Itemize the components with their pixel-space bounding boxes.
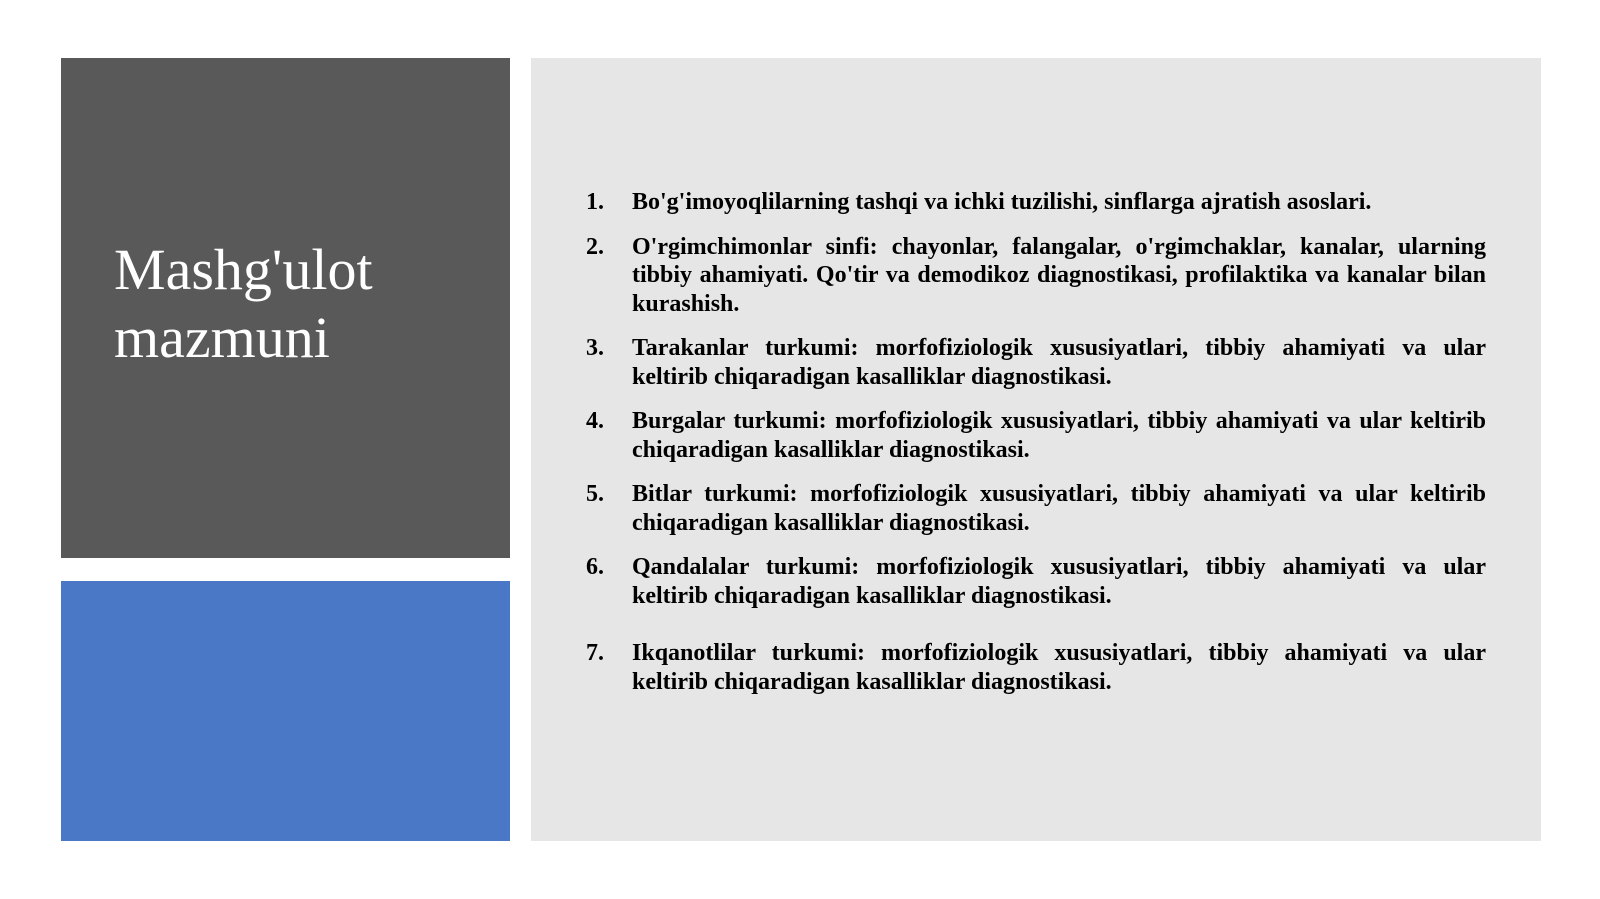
content-panel [531, 58, 1541, 841]
topic-text: Tarakanlar turkumi: morfofiziologik xususiyatlari, tibbiy ahamiyati va ular keltirib chiqaradigan kasalliklar diagnostikasi. [632, 335, 1486, 390]
topic-text: Bitlar turkumi: morfofiziologik xususiyatlari, tibbiy ahamiyati va ular keltirib chiqaradigan kasalliklar diagnostikasi. [632, 481, 1486, 536]
accent-panel [61, 581, 510, 841]
topic-number: 4. [586, 408, 604, 434]
slide-title [114, 236, 494, 372]
topic-number: 6. [586, 554, 604, 580]
topic-number: 3. [586, 335, 604, 361]
topic-item-6 [586, 553, 1486, 610]
topic-text: Burgalar turkumi: morfofiziologik xususiyatlari, tibbiy ahamiyati va ular keltirib chiqaradigan kasalliklar diagnostikasi. [632, 408, 1486, 463]
topic-text: Qandalalar turkumi: morfofiziologik xususiyatlari, tibbiy ahamiyati va ular keltirib chiqaradigan kasalliklar diagnostikasi. [632, 554, 1486, 609]
slide-title-line-2: mazmuni [114, 305, 330, 370]
topic-number: 5. [586, 481, 604, 507]
topic-item-7 [586, 639, 1486, 696]
topic-number: 7. [586, 640, 604, 666]
topic-item-3 [586, 334, 1486, 391]
topic-item-2 [586, 233, 1486, 319]
topic-text: Ikqanotlilar turkumi: morfofiziologik xususiyatlari, tibbiy ahamiyati va ular keltirib chiqaradigan kasalliklar diagnostikasi. [632, 640, 1486, 695]
topic-item-1 [586, 188, 1486, 217]
slide-title-line-1: Mashg'ulot [114, 237, 373, 302]
title-panel [61, 58, 510, 558]
topic-number: 2. [586, 233, 604, 260]
topic-number: 1. [586, 189, 604, 215]
topic-list [586, 188, 1486, 712]
topic-item-4 [586, 407, 1486, 464]
topic-text: O'rgimchimonlar sinfi: chayonlar, falangalar, o'rgimchaklar, kanalar, ularning tibbiy ahamiyati. Qo'tir va demodikoz diagnostikasi, profilaktika va kanalar bilan kurashish. [632, 233, 1486, 317]
topic-item-5 [586, 480, 1486, 537]
topic-text: Bo'g'imoyoqlilarning tashqi va ichki tuzilishi, sinflarga ajratish asoslari. [632, 189, 1372, 215]
